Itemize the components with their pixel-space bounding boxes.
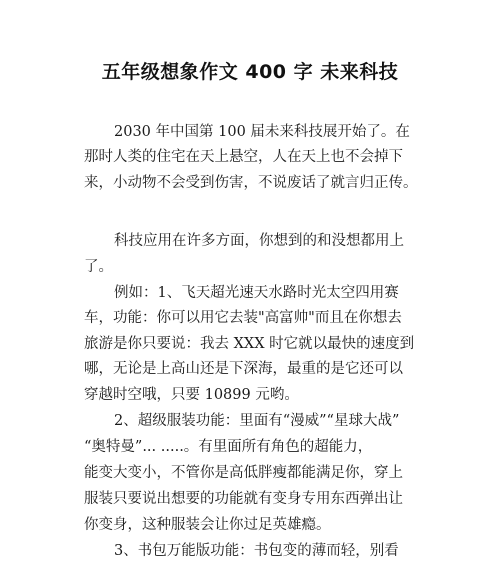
- paragraph-line: 你变身，这种服装会让你过足英雄瘾。: [84, 517, 331, 533]
- paragraph-line: 服装只要说出想要的功能就有变身专用东西弹出让: [84, 491, 403, 507]
- paragraph-line: 来，小动物不会受到伤害，不说废话了就言归正传。: [84, 175, 418, 191]
- paragraph-line: 了。: [84, 259, 113, 275]
- paragraph-line: 例如：1、飞天超光速天水路时光太空四用赛: [114, 285, 399, 301]
- paragraph-line: 哪，无论是上高山还是下深海，最重的是它还可以: [84, 361, 403, 377]
- paragraph-line: 2、超级服装功能：里面有“漫威”“星球大战”: [114, 413, 400, 429]
- document-title: 五年级想象作文 400 字 未来科技: [101, 61, 399, 83]
- paragraph-line: 能变大变小，不管你是高低胖瘦都能满足你，穿上: [84, 465, 403, 481]
- paragraph-line: 那时人类的住宅在天上悬空，人在天上也不会掉下: [84, 149, 403, 165]
- paragraph-line: 3、书包万能版功能：书包变的薄而轻，别看: [114, 543, 399, 559]
- paragraph-line: 车，功能：你可以用它去装"高富帅"而且在你想去: [84, 310, 402, 326]
- paragraph-line: 旅游是你只要说：我去 XXX 时它就以最快的速度到: [84, 336, 415, 352]
- paragraph-line: 穿越时空哦，只要 10899 元哟。: [84, 387, 299, 403]
- paragraph-line: 2030 年中国第 100 届未来科技展开始了。在: [114, 124, 410, 140]
- paragraph-line: 科技应用在许多方面，你想到的和没想都用上: [114, 233, 404, 249]
- paragraph-line: “奥特曼”... .....。有里面所有角色的超能力，: [84, 439, 373, 455]
